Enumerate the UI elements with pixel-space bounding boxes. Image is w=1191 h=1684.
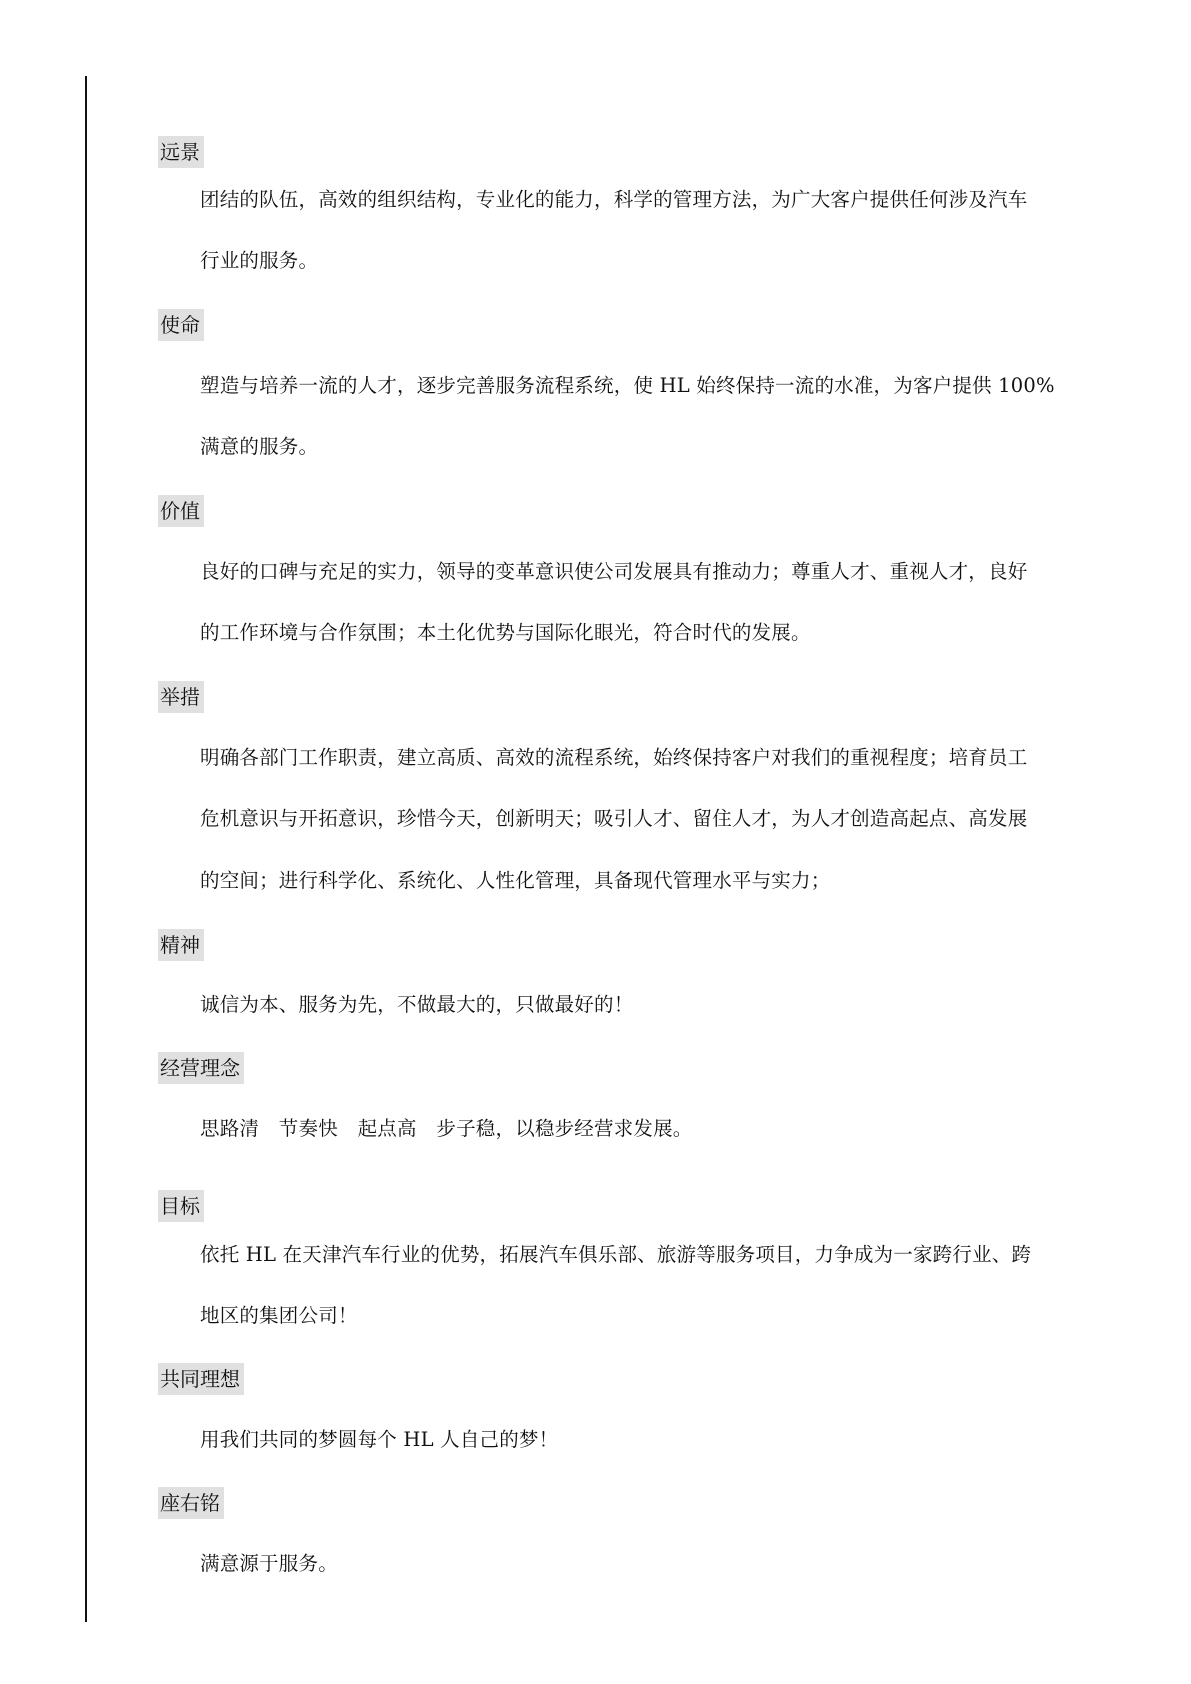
section-heading-spirit: 精神 xyxy=(158,929,204,961)
section-text-line: 塑造与培养一流的人才，逐步完善服务流程系统，使 HL 始终保持一流的水准，为客户提供 100% xyxy=(200,374,1055,397)
section-heading-measures: 举措 xyxy=(158,681,204,713)
section-text-line: 的空间；进行科学化、系统化、人性化管理，具备现代管理水平与实力； xyxy=(200,869,831,892)
section-text-line: 明确各部门工作职责，建立高质、高效的流程系统，始终保持客户对我们的重视程度；培育员工 xyxy=(200,746,1028,769)
section-text-line: 满意的服务。 xyxy=(200,435,319,458)
section-text-line: 地区的集团公司！ xyxy=(200,1304,358,1327)
section-heading-value: 价值 xyxy=(158,495,204,527)
section-heading-motto: 座右铭 xyxy=(158,1487,224,1519)
section-heading-goal: 目标 xyxy=(158,1190,204,1222)
page-margin-rule xyxy=(85,76,87,1622)
section-heading-shared-ideal: 共同理想 xyxy=(158,1363,244,1395)
section-text-line: 满意源于服务。 xyxy=(200,1552,338,1575)
section-text-line: 诚信为本、服务为先，不做最大的，只做最好的！ xyxy=(200,993,634,1016)
section-text-line: 行业的服务。 xyxy=(200,249,319,272)
section-heading-business-philosophy: 经营理念 xyxy=(158,1052,244,1084)
section-heading-mission: 使命 xyxy=(158,309,204,341)
section-text-line: 依托 HL 在天津汽车行业的优势，拓展汽车俱乐部、旅游等服务项目，力争成为一家跨行业、跨 xyxy=(200,1243,1032,1266)
section-text-line: 思路清 节奏快 起点高 步子稳，以稳步经营求发展。 xyxy=(200,1117,693,1140)
section-text-line: 良好的口碑与充足的实力，领导的变革意识使公司发展具有推动力；尊重人才、重视人才，良好 xyxy=(200,560,1028,583)
section-text-line: 团结的队伍，高效的组织结构，专业化的能力，科学的管理方法，为广大客户提供任何涉及汽车 xyxy=(200,188,1028,211)
section-heading-vision: 远景 xyxy=(158,136,204,168)
section-text-line: 用我们共同的梦圆每个 HL 人自己的梦！ xyxy=(200,1428,559,1451)
section-text-line: 的工作环境与合作氛围；本土化优势与国际化眼光，符合时代的发展。 xyxy=(200,621,811,644)
section-text-line: 危机意识与开拓意识，珍惜今天，创新明天；吸引人才、留住人才，为人才创造高起点、高发展 xyxy=(200,807,1028,830)
